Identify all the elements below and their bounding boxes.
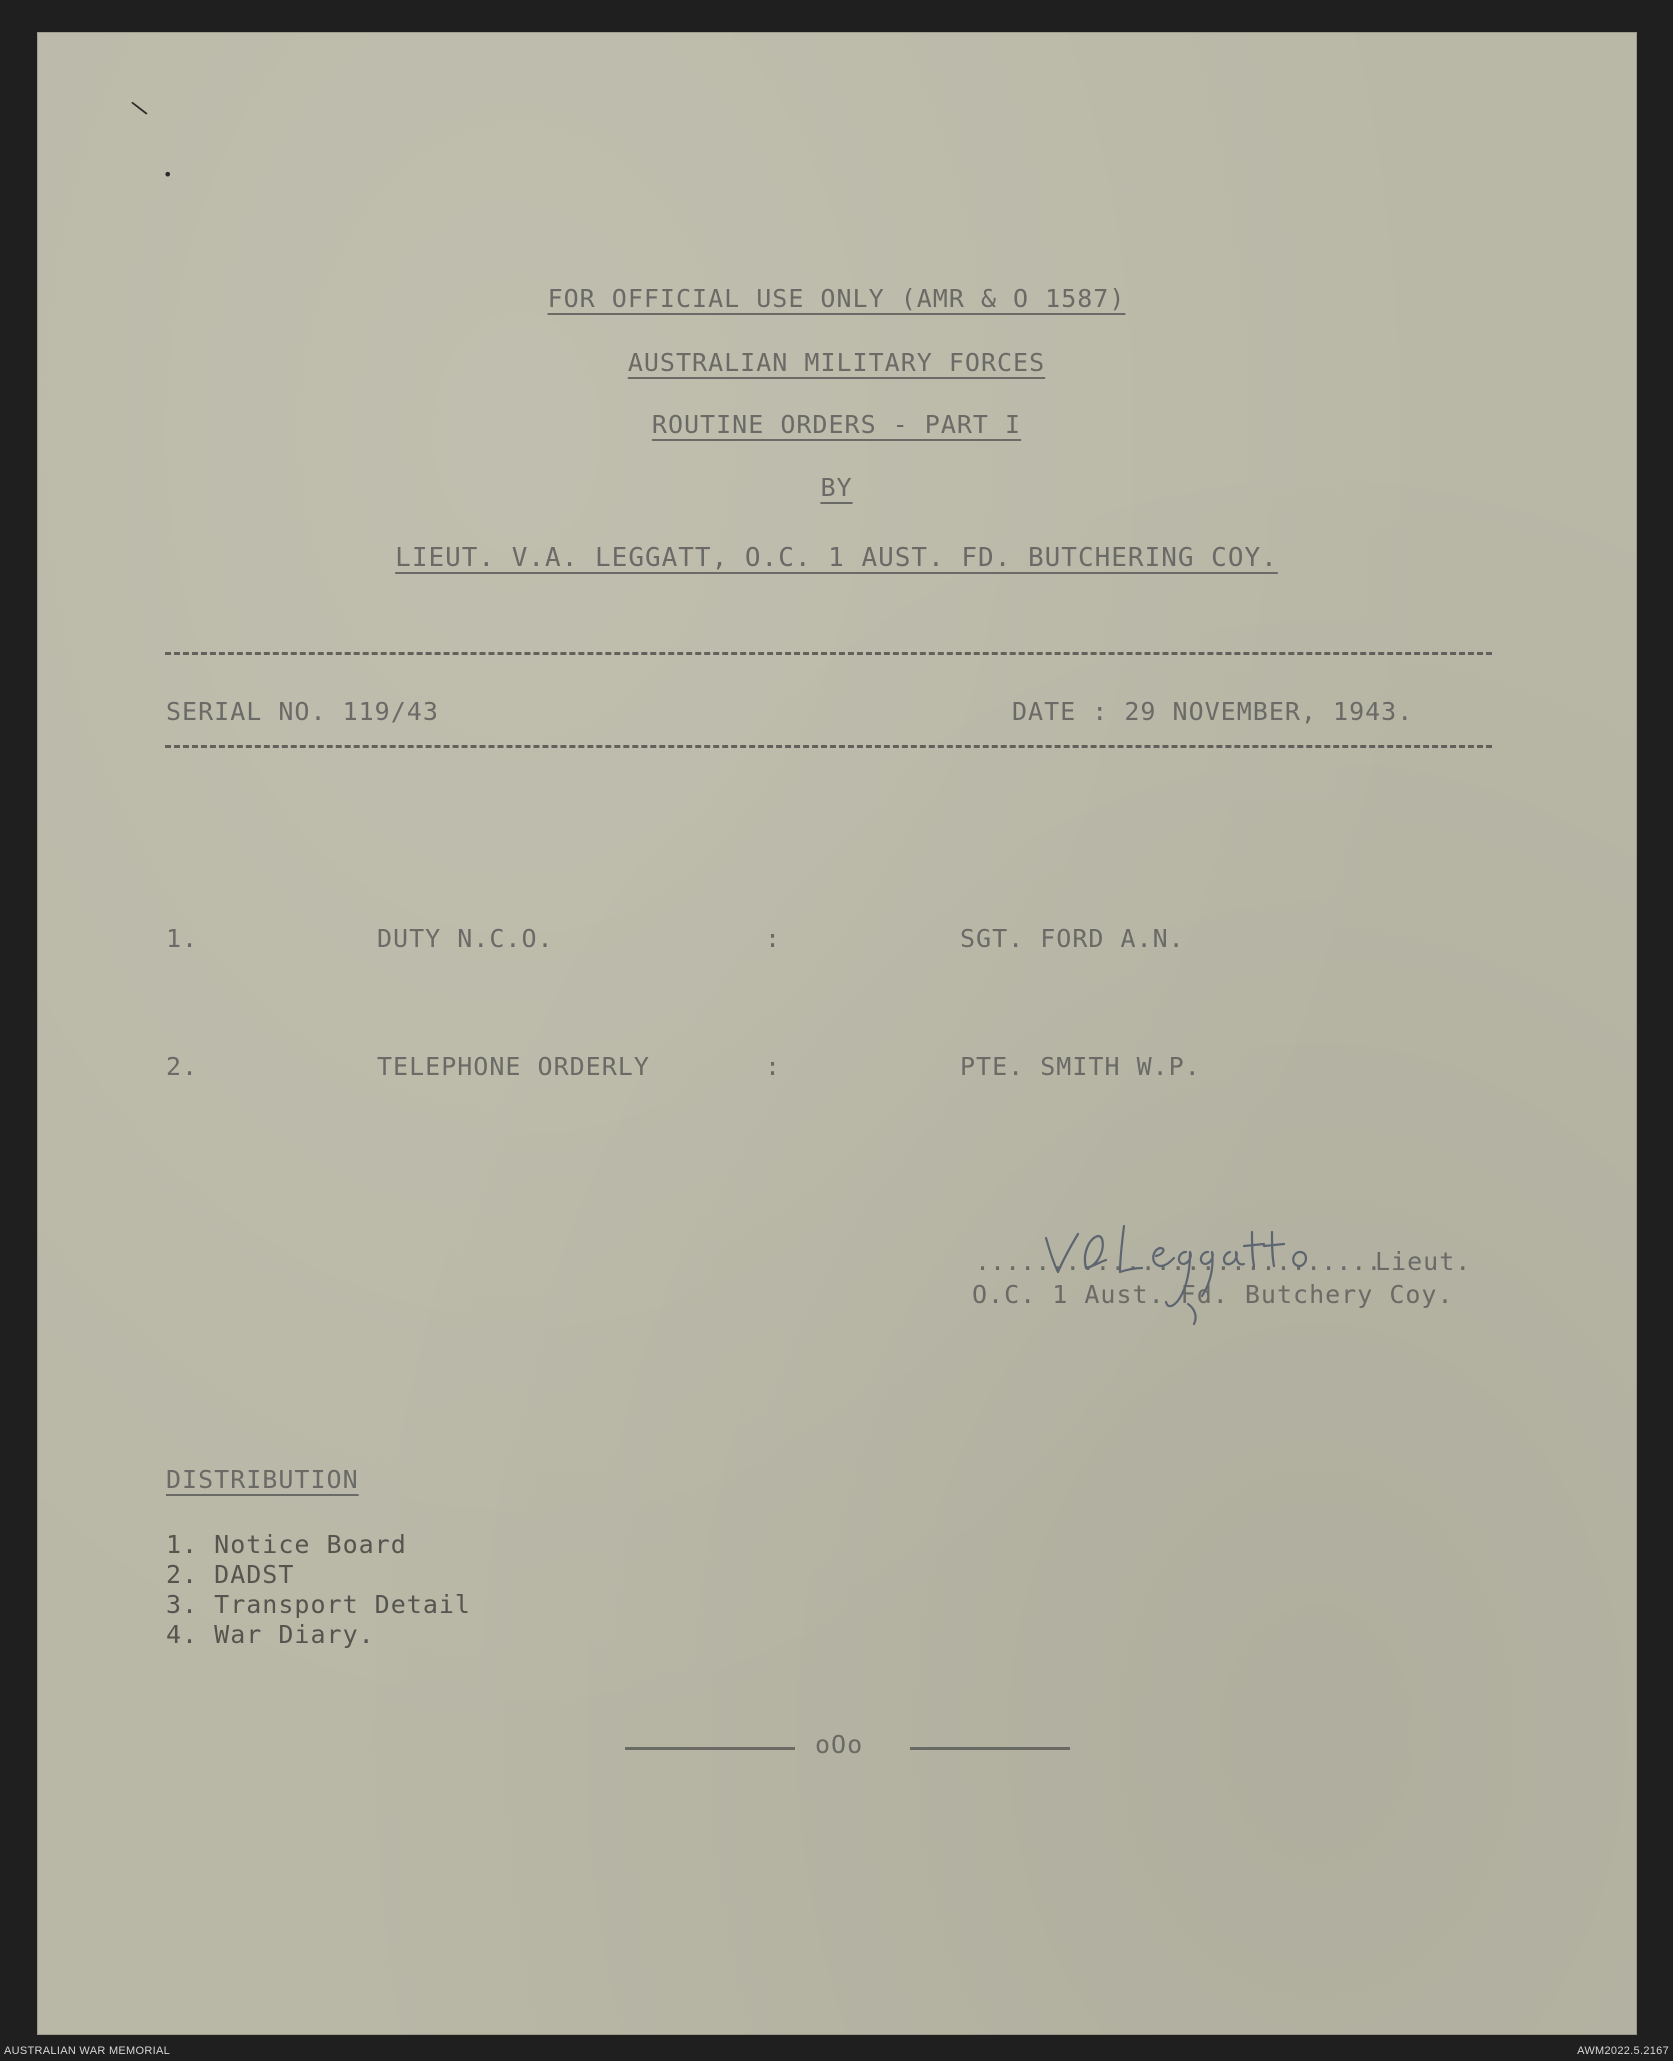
document-title: ROUTINE ORDERS - PART I bbox=[651, 410, 1022, 439]
signatory-title: O.C. 1 Aust. Fd. Butchery Coy. bbox=[972, 1280, 1454, 1309]
distribution-item: 3. Transport Detail bbox=[166, 1590, 471, 1619]
end-dash-left bbox=[625, 1747, 795, 1750]
order-1-separator: : bbox=[765, 924, 782, 953]
end-dash-right bbox=[910, 1747, 1070, 1750]
classification-heading: FOR OFFICIAL USE ONLY (AMR & O 1587) bbox=[547, 284, 1126, 313]
archive-reference: AWM2022.5.2167 bbox=[1577, 2045, 1669, 2057]
ink-mark: \ bbox=[129, 96, 150, 121]
order-1-person: SGT. FORD A.N. bbox=[960, 924, 1185, 953]
end-mark: oOo bbox=[815, 1730, 864, 1759]
order-2-number: 2. bbox=[166, 1052, 199, 1081]
distribution-item: 1. Notice Board bbox=[166, 1530, 407, 1559]
signatory-rank: Lieut. bbox=[1375, 1247, 1472, 1276]
archive-footer bbox=[0, 2045, 1673, 2061]
ink-mark: • bbox=[163, 165, 173, 184]
divider-top bbox=[165, 652, 1492, 655]
distribution-item: 2. DADST bbox=[166, 1560, 295, 1589]
order-2-person: PTE. SMITH W.P. bbox=[960, 1052, 1201, 1081]
archive-credit: AUSTRALIAN WAR MEMORIAL bbox=[4, 2045, 171, 2057]
serial-number: SERIAL NO. 119/43 bbox=[166, 697, 439, 726]
order-1-number: 1. bbox=[166, 924, 199, 953]
distribution-item: 4. War Diary. bbox=[166, 1620, 375, 1649]
organisation-heading: AUSTRALIAN MILITARY FORCES bbox=[627, 348, 1046, 377]
handwritten-signature bbox=[1038, 1212, 1338, 1342]
order-1-role: DUTY N.C.O. bbox=[377, 924, 554, 953]
signature-dots: ........................... bbox=[975, 1247, 1382, 1276]
order-2-separator: : bbox=[765, 1052, 782, 1081]
order-2-role: TELEPHONE ORDERLY bbox=[377, 1052, 650, 1081]
divider-bottom bbox=[165, 745, 1492, 748]
distribution-heading: DISTRIBUTION bbox=[166, 1465, 359, 1494]
order-date: DATE : 29 NOVEMBER, 1943. bbox=[1012, 697, 1414, 726]
by-line: BY bbox=[820, 473, 853, 502]
issuer-line: LIEUT. V.A. LEGGATT, O.C. 1 AUST. FD. BUTCHERING COY. bbox=[395, 543, 1278, 573]
